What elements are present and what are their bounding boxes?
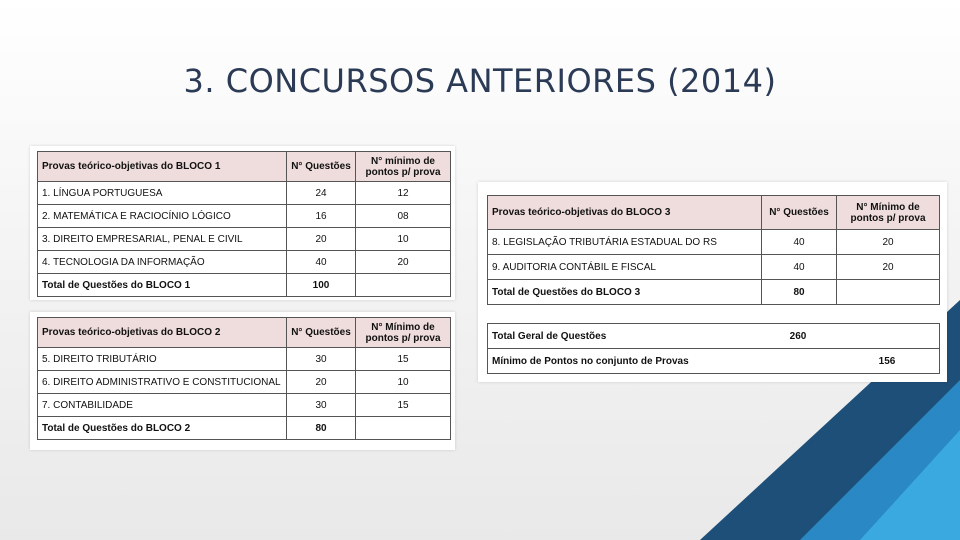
table-row xyxy=(38,251,451,274)
table-cell: 40 xyxy=(762,255,837,280)
table-cell: 30 xyxy=(287,394,356,417)
table-cell: 10 xyxy=(356,371,451,394)
table-cell: 08 xyxy=(356,205,451,228)
summary-spacer xyxy=(835,324,940,349)
table-cell: 8. LEGISLAÇÃO TRIBUTÁRIA ESTADUAL DO RS xyxy=(488,230,762,255)
table-cell: 5. DIREITO TRIBUTÁRIO xyxy=(38,348,287,371)
table-cell: 7. CONTABILIDADE xyxy=(38,394,287,417)
total-row xyxy=(38,417,451,440)
total-label: Total de Questões do BLOCO 2 xyxy=(38,417,287,440)
bloco2-panel xyxy=(30,312,455,450)
bloco2-table xyxy=(37,317,451,440)
total-row xyxy=(488,280,940,305)
total-row xyxy=(38,274,451,297)
table-row xyxy=(38,205,451,228)
table-header-row xyxy=(38,152,451,182)
summary-spacer xyxy=(761,349,835,374)
table-cell: 3. DIREITO EMPRESARIAL, PENAL E CIVIL xyxy=(38,228,287,251)
summary-row-minimo xyxy=(488,349,940,374)
total-geral-value: 260 xyxy=(761,324,835,349)
table-cell: 16 xyxy=(287,205,356,228)
summary-table xyxy=(487,323,940,374)
table-cell: 4. TECNOLOGIA DA INFORMAÇÃO xyxy=(38,251,287,274)
table-row xyxy=(488,255,940,280)
table-cell: 6. DIREITO ADMINISTRATIVO E CONSTITUCIONAL xyxy=(38,371,287,394)
column-header: N° Questões xyxy=(287,152,356,182)
table-cell: 30 xyxy=(287,348,356,371)
bloco3-panel xyxy=(478,182,947,382)
table-cell: 15 xyxy=(356,348,451,371)
table-cell: 9. AUDITORIA CONTÁBIL E FISCAL xyxy=(488,255,762,280)
column-header: Provas teórico-objetivas do BLOCO 3 xyxy=(488,196,762,230)
table-cell: 10 xyxy=(356,228,451,251)
total-empty-cell xyxy=(356,274,451,297)
table-cell: 20 xyxy=(837,230,940,255)
column-header: Provas teórico-objetivas do BLOCO 1 xyxy=(38,152,287,182)
bloco3-table xyxy=(487,195,940,305)
total-empty-cell xyxy=(356,417,451,440)
minimo-pontos-value: 156 xyxy=(835,349,940,374)
table-row xyxy=(38,371,451,394)
table-cell: 20 xyxy=(837,255,940,280)
summary-row-total-geral xyxy=(488,324,940,349)
table-cell: 12 xyxy=(356,182,451,205)
total-label: Total de Questões do BLOCO 1 xyxy=(38,274,287,297)
column-header: N° Mínimo de pontos p/ prova xyxy=(356,318,451,348)
table-row xyxy=(38,228,451,251)
table-cell: 20 xyxy=(287,371,356,394)
column-header: N° mínimo de pontos p/ prova xyxy=(356,152,451,182)
table-cell: 1. LÍNGUA PORTUGUESA xyxy=(38,182,287,205)
minimo-pontos-label: Mínimo de Pontos no conjunto de Provas xyxy=(488,349,762,374)
total-value: 100 xyxy=(287,274,356,297)
column-header: N° Questões xyxy=(762,196,837,230)
total-label: Total de Questões do BLOCO 3 xyxy=(488,280,762,305)
total-geral-label: Total Geral de Questões xyxy=(488,324,762,349)
table-cell: 2. MATEMÁTICA E RACIOCÍNIO LÓGICO xyxy=(38,205,287,228)
total-value: 80 xyxy=(762,280,837,305)
table-row xyxy=(38,182,451,205)
bloco1-panel xyxy=(30,146,455,300)
table-cell: 24 xyxy=(287,182,356,205)
table-cell: 20 xyxy=(356,251,451,274)
table-row xyxy=(488,230,940,255)
column-header: N° Questões xyxy=(287,318,356,348)
page-title: 3. CONCURSOS ANTERIORES (2014) xyxy=(183,62,777,100)
table-cell: 15 xyxy=(356,394,451,417)
total-value: 80 xyxy=(287,417,356,440)
column-header: N° Mínimo de pontos p/ prova xyxy=(837,196,940,230)
table-row xyxy=(38,348,451,371)
total-empty-cell xyxy=(837,280,940,305)
table-cell: 20 xyxy=(287,228,356,251)
table-cell: 40 xyxy=(287,251,356,274)
column-header: Provas teórico-objetivas do BLOCO 2 xyxy=(38,318,287,348)
table-row xyxy=(38,394,451,417)
table-cell: 40 xyxy=(762,230,837,255)
table-header-row xyxy=(488,196,940,230)
table-header-row xyxy=(38,318,451,348)
bloco1-table xyxy=(37,151,451,297)
